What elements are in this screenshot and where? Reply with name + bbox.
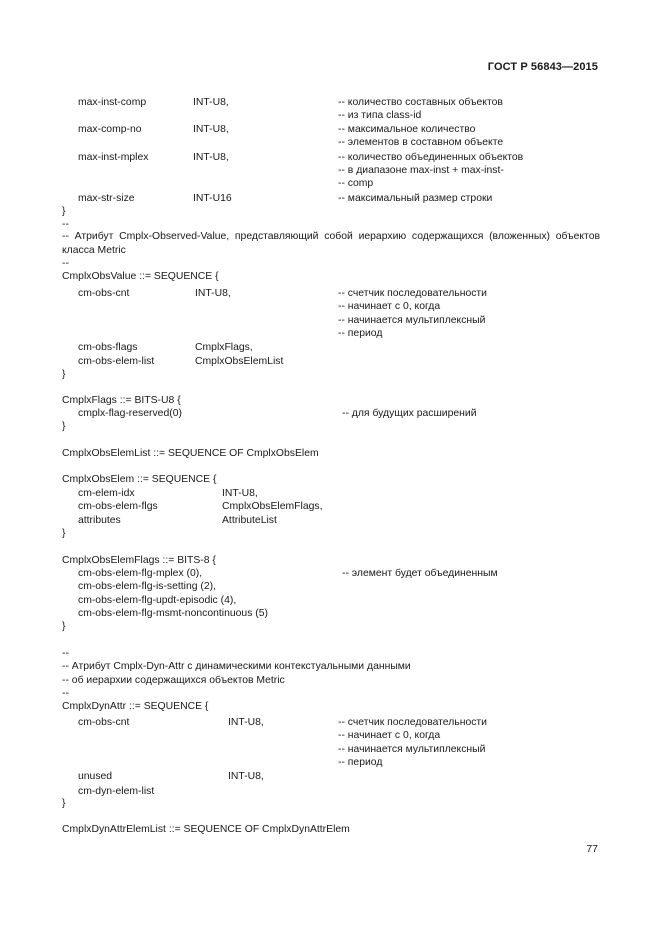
field-type: CmplxObsElemList bbox=[195, 356, 284, 367]
field-name: cm-obs-cnt bbox=[78, 717, 130, 728]
field-name: cm-obs-elem-list bbox=[78, 356, 155, 367]
field-name: unused bbox=[78, 771, 113, 782]
field-comment: -- элементов в составном объекте bbox=[338, 137, 504, 148]
field-comment: -- период bbox=[338, 757, 383, 768]
type-definition: CmplxObsElemFlags ::= BITS-8 { bbox=[62, 555, 216, 566]
field-name: cm-dyn-elem-list bbox=[78, 786, 155, 797]
field-name: cm-obs-flags bbox=[78, 342, 138, 353]
comment-dash: -- bbox=[62, 219, 69, 230]
field-comment: -- счетчик последовательности bbox=[338, 288, 487, 299]
comment-dash: -- bbox=[62, 258, 69, 269]
field-type: INT-U8, bbox=[193, 97, 229, 108]
field-name: cm-elem-idx bbox=[78, 488, 135, 499]
closing-brace: } bbox=[62, 528, 66, 539]
field-comment: -- начинается мультиплексный bbox=[338, 744, 486, 755]
field-name: cm-obs-elem-flgs bbox=[78, 501, 158, 512]
field-comment: -- максимальный размер строки bbox=[338, 193, 493, 204]
field-type: INT-U8, bbox=[222, 488, 258, 499]
field-name: cm-obs-elem-flg-msmt-noncontinuous (5) bbox=[78, 608, 268, 619]
type-definition: CmplxObsElemList ::= SEQUENCE OF CmplxObsElem bbox=[62, 448, 319, 459]
field-name: cm-obs-cnt bbox=[78, 288, 130, 299]
closing-brace: } bbox=[62, 798, 66, 809]
field-name: cm-obs-elem-flg-updt-episodic (4), bbox=[78, 595, 237, 606]
attribute-comment: -- Атрибут Cmplx-Observed-Value, представляющий собой иерархию содержащихся (вложенных) объектов класса Metric bbox=[62, 231, 600, 256]
field-name: max-inst-mplex bbox=[78, 152, 149, 163]
closing-brace: } bbox=[62, 421, 66, 432]
type-definition: CmplxFlags ::= BITS-U8 { bbox=[62, 395, 181, 406]
type-definition: CmplxObsValue ::= SEQUENCE { bbox=[62, 271, 219, 282]
field-comment: -- comp bbox=[338, 178, 374, 189]
field-comment: -- элемент будет объединенным bbox=[342, 568, 498, 579]
closing-brace: } bbox=[62, 621, 66, 632]
field-type: CmplxObsElemFlags, bbox=[222, 501, 323, 512]
field-name: cm-obs-elem-flg-mplex (0), bbox=[78, 568, 203, 579]
standard-header: ГОСТ Р 56843—2015 bbox=[487, 61, 598, 73]
field-type: CmplxFlags, bbox=[195, 342, 253, 353]
type-definition: CmplxObsElem ::= SEQUENCE { bbox=[62, 474, 217, 485]
attribute-comment: -- об иерархии содержащихся объектов Metric bbox=[62, 675, 285, 686]
field-comment: -- в диапазоне max-inst + max-inst- bbox=[338, 165, 504, 176]
field-comment: -- период bbox=[338, 328, 383, 339]
comment-dash: -- bbox=[62, 648, 69, 659]
attribute-comment: -- Атрибут Cmplx-Dyn-Attr с динамическими контекстуальными данными bbox=[62, 661, 411, 672]
field-type: INT-U8, bbox=[193, 124, 229, 135]
field-name: max-inst-comp bbox=[78, 97, 147, 108]
field-comment: -- начинает с 0, когда bbox=[338, 730, 441, 741]
field-comment: -- начинается мультиплексный bbox=[338, 315, 486, 326]
field-name: cm-obs-elem-flg-is-setting (2), bbox=[78, 581, 216, 592]
field-name: max-str-size bbox=[78, 193, 135, 204]
closing-brace: } bbox=[62, 369, 66, 380]
field-comment: -- максимальное количество bbox=[338, 124, 476, 135]
field-name: cmplx-flag-reserved(0) bbox=[78, 408, 182, 419]
comment-dash: -- bbox=[62, 688, 69, 699]
field-comment: -- количество составных объектов bbox=[338, 97, 503, 108]
page-number: 77 bbox=[586, 843, 598, 855]
field-comment: -- начинает с 0, когда bbox=[338, 301, 441, 312]
field-comment: -- количество объединенных объектов bbox=[338, 152, 524, 163]
field-comment: -- для будущих расширений bbox=[342, 408, 477, 419]
field-comment: -- из типа class-id bbox=[338, 110, 422, 121]
type-definition: CmplxDynAttrElemList ::= SEQUENCE OF CmplxDynAttrElem bbox=[62, 824, 350, 835]
field-type: INT-U8, bbox=[193, 152, 229, 163]
type-definition: CmplxDynAttr ::= SEQUENCE { bbox=[62, 701, 209, 712]
field-type: AttributeList bbox=[222, 515, 277, 526]
field-name: attributes bbox=[78, 515, 121, 526]
field-comment: -- счетчик последовательности bbox=[338, 717, 487, 728]
closing-brace: } bbox=[62, 206, 66, 217]
field-type: INT-U8, bbox=[228, 771, 264, 782]
field-name: max-comp-no bbox=[78, 124, 142, 135]
field-type: INT-U8, bbox=[195, 288, 231, 299]
field-type: INT-U8, bbox=[228, 717, 264, 728]
field-type: INT-U16 bbox=[193, 193, 232, 204]
